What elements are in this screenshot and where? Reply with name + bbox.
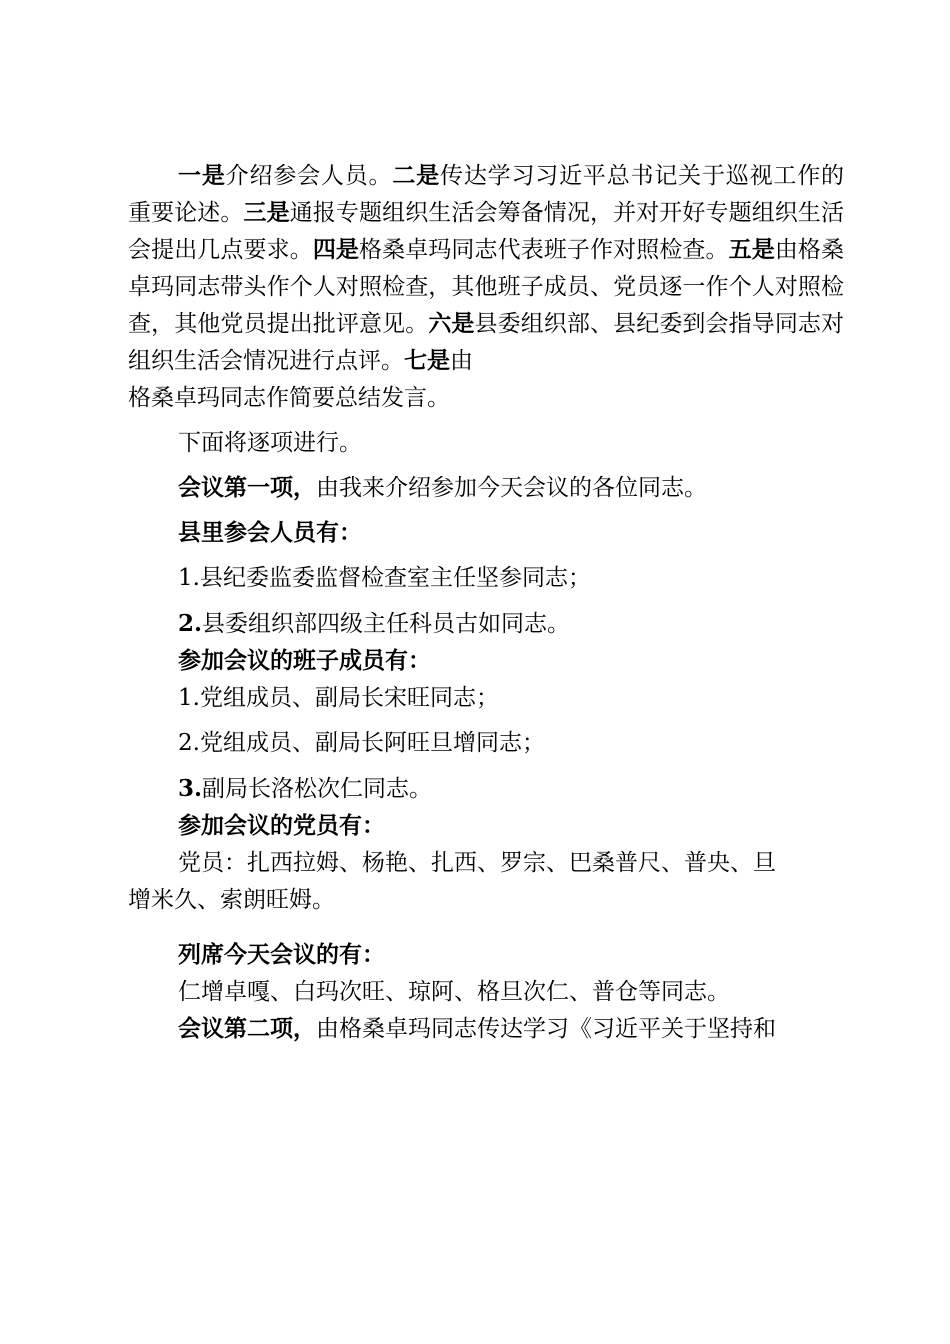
members-heading: 参加会议的党员有： [178, 813, 385, 839]
agenda-paragraph-tail: 格桑卓玛同志作简要总结发言。 [128, 385, 450, 411]
county-item-2-num: 2. [178, 610, 203, 637]
team-item-1 [128, 680, 844, 717]
team-item-3-text: 副局长洛松次仁同志。 [202, 776, 433, 802]
item-one-text: 由我来介绍参加今天会议的各位同志。 [316, 475, 707, 501]
item-two-paragraph [128, 1011, 844, 1048]
team-item-3-num: 3. [178, 775, 203, 802]
agenda-marker-2: 二是 [392, 163, 440, 189]
county-item-1-text: 县纪委监委监督检查室主任坚参同志； [199, 565, 591, 591]
county-heading: 县里参会人员有： [178, 520, 362, 546]
county-item-1 [128, 560, 844, 597]
agenda-marker-3: 三是 [243, 200, 290, 226]
team-item-1-text: 党组成员、副局长宋旺同志； [199, 685, 499, 711]
agenda-marker-1: 一是 [178, 163, 226, 189]
item-two-text: 由格桑卓玛同志传达学习《习近平关于坚持和 [316, 1016, 776, 1042]
agenda-marker-4: 四是 [312, 237, 360, 263]
team-item-2 [128, 725, 844, 762]
item-two-label: 会议第二项， [178, 1016, 316, 1042]
agenda-text-2: 传达学习习近平总书记关于巡视工作的重要论述。 [128, 163, 845, 226]
members-line-2: 增米久、索朗旺姆。 [128, 887, 335, 913]
team-item-2-num: 2. [178, 730, 200, 756]
agenda-text-6: 县委组织部、县纪委到会指导同志对组织生活会情况进行点评。 [128, 311, 845, 374]
agenda-marker-6: 六是 [428, 311, 475, 337]
team-item-3 [128, 770, 844, 808]
agenda-text-7: 由 [450, 348, 473, 374]
members-line-1: 党员：扎西拉姆、杨艳、扎西、罗宗、巴桑普尺、普央、旦 [178, 850, 776, 876]
attendees-text: 仁增卓嘎、白玛次旺、琼阿、格旦次仁、普仓等同志。 [178, 979, 730, 1005]
proceed-note: 下面将逐项进行。 [178, 430, 362, 456]
agenda-text-5: 由格桑卓玛同志带头作个人对照检查，其他班子成员、党员逐一作个人对照检查，其他党员提出批评意见。 [128, 237, 845, 337]
item-one-paragraph [128, 470, 844, 507]
agenda-text-3: 通报专题组织生活会筹备情况，并对开好专题组织生活会提出几点要求。 [128, 200, 845, 263]
document-body [128, 158, 844, 1048]
agenda-text-1: 介绍参会人员。 [225, 163, 393, 189]
agenda-paragraph [128, 158, 844, 380]
team-heading: 参加会议的班子成员有： [178, 648, 431, 674]
item-one-label: 会议第一项， [178, 475, 316, 501]
attendees-heading: 列席今天会议的有： [178, 942, 385, 968]
county-item-1-num: 1. [178, 565, 200, 591]
county-item-2-text: 县委组织部四级主任科员古如同志。 [202, 611, 571, 637]
team-item-1-num: 1. [178, 685, 200, 711]
agenda-marker-5: 五是 [728, 237, 775, 263]
agenda-text-4: 格桑卓玛同志代表班子作对照检查。 [359, 237, 729, 263]
agenda-marker-7: 七是 [404, 348, 450, 374]
county-item-2 [128, 605, 844, 643]
team-item-2-text: 党组成员、副局长阿旺旦增同志； [199, 730, 545, 756]
